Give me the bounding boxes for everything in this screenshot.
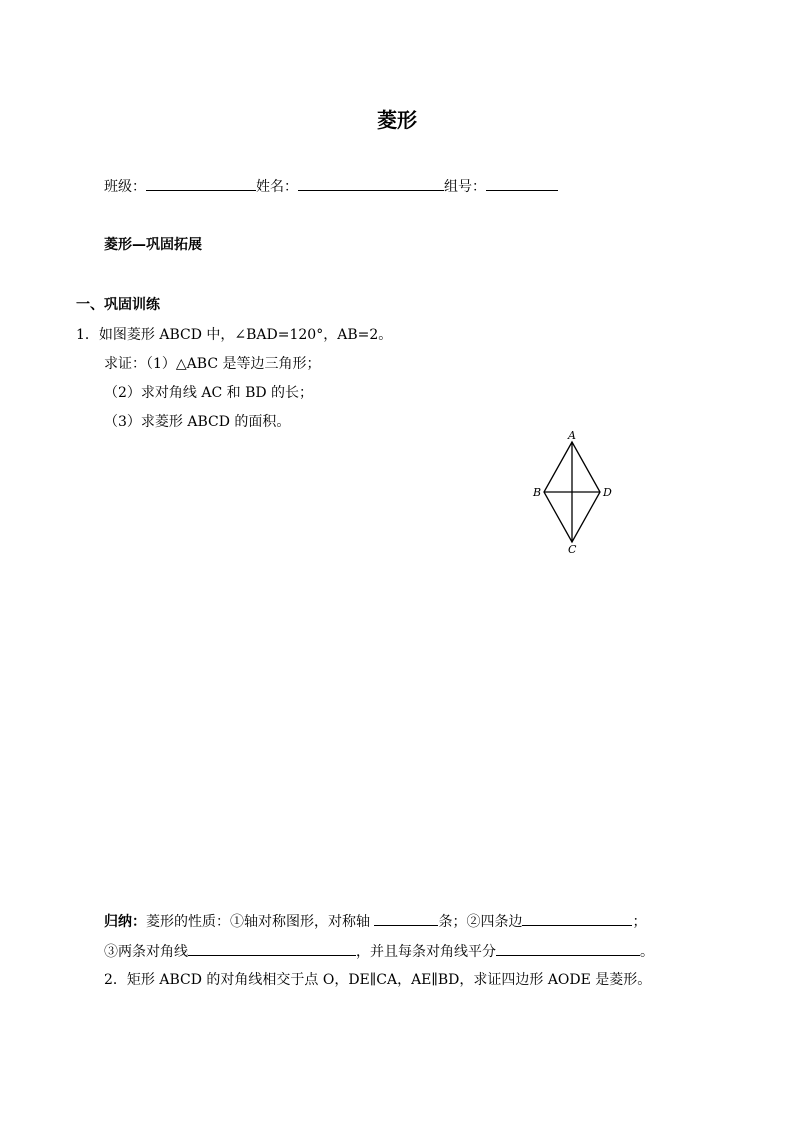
class-blank[interactable] (146, 176, 256, 191)
group-blank[interactable] (486, 176, 558, 191)
axis-count-blank[interactable] (374, 911, 438, 926)
name-blank[interactable] (298, 176, 444, 191)
summary-lead: 归纳： (104, 914, 146, 930)
question-2-stem: 2．矩形 ABCD 的对角线相交于点 O，DE∥CA，AE∥BD，求证四边形 AODE 是菱形。 (104, 972, 652, 988)
summary-text-2: 条；②四条边 (438, 914, 523, 930)
summary-text-6: 。 (640, 944, 654, 960)
vertex-label-b: B (533, 486, 542, 499)
group-label: 组号： (444, 179, 486, 195)
question-1-part1: 求证：（1）△ABC 是等边三角形； (104, 356, 321, 372)
rhombus-figure (528, 428, 618, 558)
question-1-part2: （2）求对角线 AC 和 BD 的长； (104, 385, 314, 401)
summary-text-4: ③两条对角线 (104, 944, 188, 960)
name-label: 姓名： (256, 179, 298, 195)
class-label: 班级： (104, 179, 146, 195)
bisect-blank[interactable] (496, 941, 640, 956)
summary-line-2 (104, 941, 654, 961)
question-1-stem: 1．如图菱形 ABCD 中，∠BAD=120°，AB=2。 (76, 327, 393, 343)
vertex-label-d: D (603, 486, 612, 499)
summary-line-1 (104, 911, 646, 931)
diagonals-blank[interactable] (188, 941, 356, 956)
question-1-part3: （3）求菱形 ABCD 的面积。 (104, 414, 291, 430)
page-title: 菱形 (377, 108, 417, 132)
section-heading: 菱形—巩固拓展 (104, 237, 202, 253)
part1-heading: 一、巩固训练 (76, 297, 160, 313)
rhombus-diagram (528, 428, 618, 558)
vertex-label-c: C (568, 543, 577, 556)
summary-text-3: ； (632, 914, 647, 930)
summary-text-5: ，并且每条对角线平分 (356, 944, 496, 960)
vertex-label-a: A (568, 429, 576, 442)
four-sides-blank[interactable] (522, 911, 632, 926)
summary-text-1: 菱形的性质：①轴对称图形，对称轴 (146, 914, 375, 930)
student-info-row (104, 176, 558, 197)
